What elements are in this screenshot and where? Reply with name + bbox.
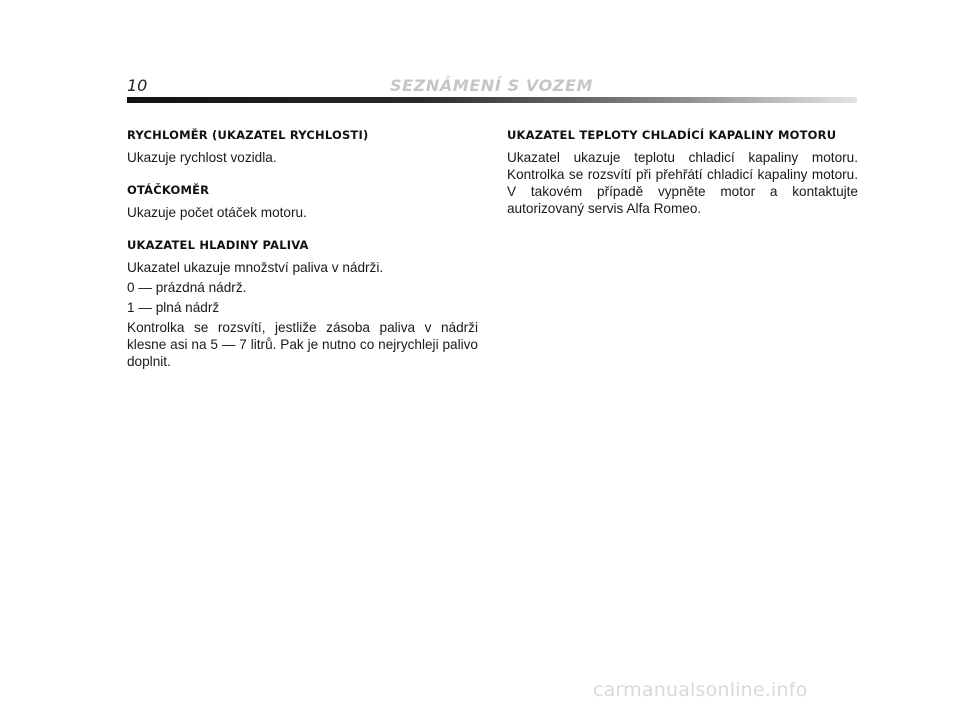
running-title: SEZNÁMENÍ S VOZEM [390,76,594,95]
header-rule [127,97,857,103]
watermark: carmanualsonline.info [593,679,808,701]
paragraph: Kontrolka se rozsvítí, jestliže zásoba paliva v nádrži klesne asi na 5 — 7 litrů. Pak je nutno co nejrychleji palivo doplnit. [127,320,478,369]
right-column [507,127,858,233]
paragraph: Ukazatel ukazuje teplotu chladicí kapaliny motoru. Kontrolka se rozsvítí při přehřátí chladicí kapaliny motoru. V takovém případě vypněte motor a kontaktujte autorizovaný servis Alfa Romeo. [507,150,858,216]
section-heading: UKAZATEL TEPLOTY CHLADÍCÍ KAPALINY MOTORU [507,128,837,142]
paragraph: Ukazuje počet otáček motoru. [127,205,307,220]
paragraph: 1 — plná nádrž [127,300,220,315]
section-heading: RYCHLOMĚR (UKAZATEL RYCHLOSTI) [127,128,369,142]
page-number: 10 [127,76,148,95]
section-tachometer [127,182,478,221]
paragraph: 0 — prázdná nádrž. [127,280,247,295]
paragraph: Ukazatel ukazuje množství paliva v nádrži. [127,260,384,275]
section-coolant-temperature [507,127,858,217]
section-heading: OTÁČKOMĚR [127,183,210,197]
section-speedometer [127,127,478,166]
paragraph: Ukazuje rychlost vozidla. [127,150,277,165]
section-fuel-gauge [127,237,478,370]
left-column [127,127,478,386]
section-heading: UKAZATEL HLADINY PALIVA [127,238,309,252]
